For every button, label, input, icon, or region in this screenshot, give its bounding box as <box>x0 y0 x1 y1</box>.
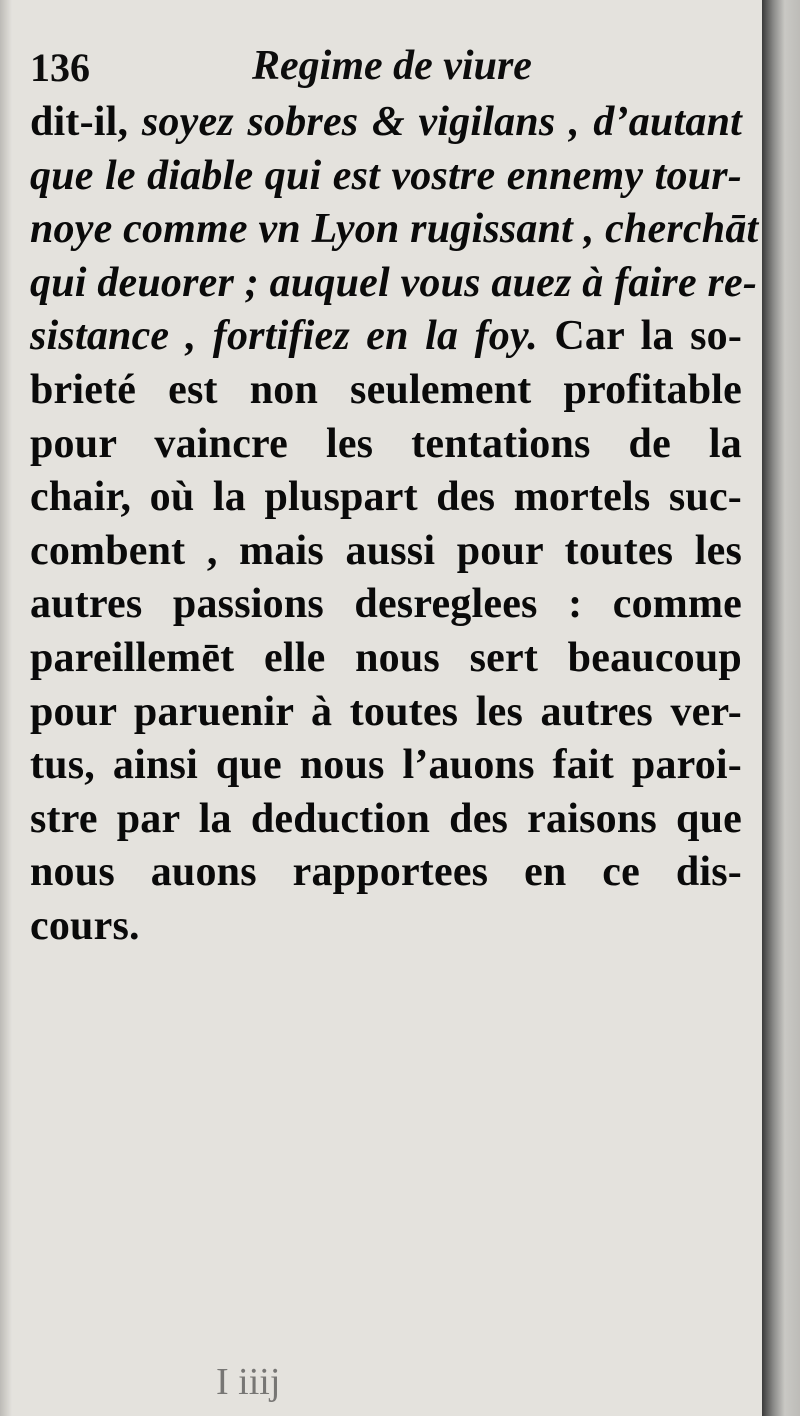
binding-edge <box>762 0 800 1416</box>
text-line-9: combent , mais aussi pour toutes les <box>30 527 742 574</box>
text-line-15: nous auons rapportees en ce dis- <box>30 849 742 896</box>
page-gutter-shade <box>0 0 12 1416</box>
text-line-12: pour paruenir à toutes les autres ver- <box>30 688 742 735</box>
text-line-1 <box>30 96 742 150</box>
text-line-13: tus, ainsi que nous l’auons fait paroi- <box>30 742 742 789</box>
text-line-10: autres passions desreglees : comme <box>30 581 742 628</box>
text-line-7: pour vaincre les tentations de la <box>30 420 742 467</box>
text-line-5-roman: Car la so- <box>554 313 743 360</box>
running-title: Regime de viure <box>252 43 532 89</box>
main-text-block <box>30 96 759 954</box>
text-line-14: stre par la deduction des raisons que <box>30 795 742 842</box>
text-line-1-roman: dit-il, <box>30 99 142 145</box>
text-line-16: cours. <box>30 902 140 949</box>
text-line-6: brieté est non seulement profitable <box>30 366 742 413</box>
page-number: 136 <box>30 45 90 90</box>
text-line-2: que le diable qui est vostre ennemy tour- <box>30 152 742 199</box>
text-line-8: chair, où la pluspart des mortels suc- <box>30 474 742 521</box>
page-header <box>30 44 750 104</box>
text-line-1-italic: soyez sobres & vigilans , d’autant <box>141 99 742 145</box>
text-line-4: qui deuorer ; auquel vous auez à faire re- <box>30 259 758 306</box>
text-line-5-italic: sistance , fortifiez en la foy. <box>30 313 555 360</box>
text-line-5 <box>30 310 742 364</box>
text-line-11: pareillemēt elle nous sert beaucoup <box>30 634 742 681</box>
signature-mark: I iiij <box>216 1361 281 1403</box>
text-line-3: noye comme vn Lyon rugissant , cherchāt <box>30 206 759 253</box>
